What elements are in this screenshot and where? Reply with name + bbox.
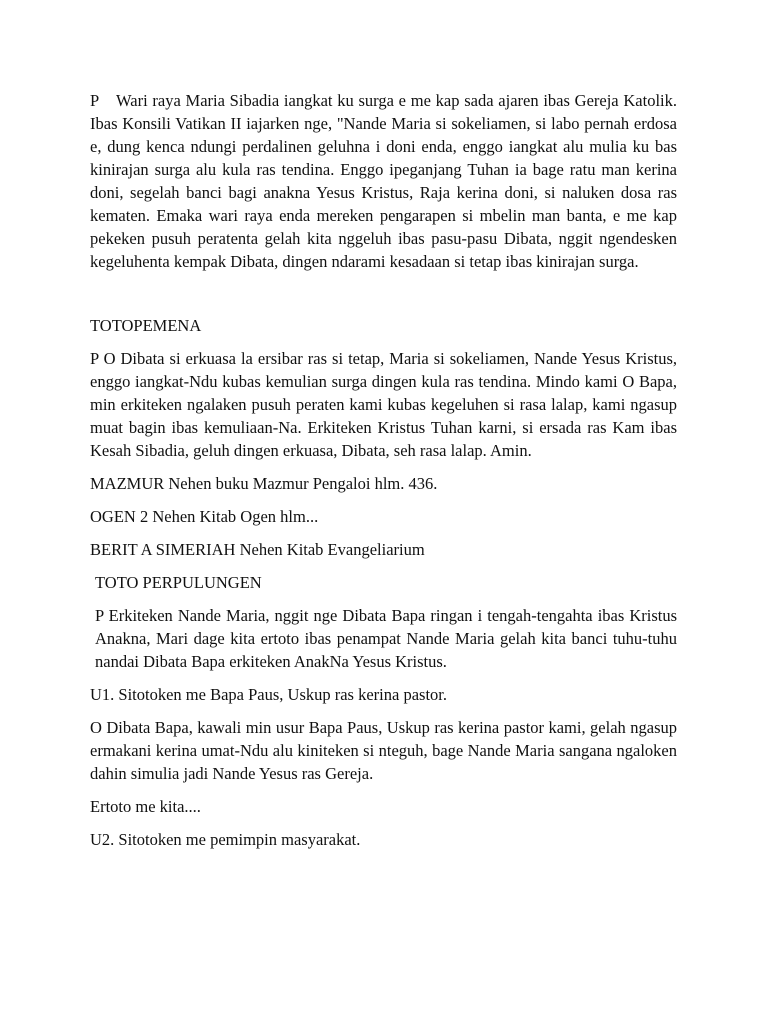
ertoto-line: Ertoto me kita.... [90, 797, 201, 816]
u1-heading: U1. Sitotoken me Bapa Paus, Uskup ras kerina pastor. [90, 685, 447, 704]
ogen-line: OGEN 2 Nehen Kitab Ogen hlm... [90, 507, 319, 526]
mazmur-line: MAZMUR Nehen buku Mazmur Pengaloi hlm. 436. [90, 474, 438, 493]
document-page [90, 89, 677, 861]
section-gap [90, 283, 677, 314]
intro-text: Wari raya Maria Sibadia iangkat ku surga e me kap sada ajaren ibas Gereja Katolik. Ibas Konsili Vatikan II iajarken nge, "Nande Maria si sokeliamen, si labo pernah erdosa e, dung kenca ndungi perdalinen geluhna i doni enda, enggo iangkat alu mulia ku bas kinirajan surga alu kula ras tendina. Enggo ipeganjang Tuhan ia bage ratu man kerina doni, segelah banci bagi anakna Yesus Kristus, Raja kerina doni, si naluken dosa ras kematen. Emaka wari raya enda mereken pengarapen si mbelin man banta, e me kap pekeken pusuh peratenta gelah kita nggeluh ibas pasu-pasu Dibata, nggit ngendesken kegeluhenta kempak Dibata, dingen ndarami kesadaan si tetap ibas kinirajan surga. [90, 91, 677, 271]
u2-heading: U2. Sitotoken me pemimpin masyarakat. [90, 830, 361, 849]
toto-perpulungen-paragraph: P Erkiteken Nande Maria, nggit nge Dibata Bapa ringan i tengah-tengahta ibas Kristus Anakna, Mari dage kita ertoto ibas penampat Nande Maria gelah kita banci tuhu-tuhu nandai Dibata Bapa erkiteken AnakNa Yesus Kristus. [95, 606, 677, 671]
intro-paragraph [90, 89, 677, 273]
totopemena-heading: TOTOPEMENA [90, 316, 202, 335]
toto-perpulungen-heading: TOTO PERPULUNGEN [95, 573, 262, 592]
u1-paragraph: O Dibata Bapa, kawali min usur Bapa Paus, Uskup ras kerina pastor kami, gelah ngasup ermakani kerina umat-Ndu alu kiniteken si nteguh, bage Nande Maria sangana ngaloken dahin simulia jadi Nande Yesus ras Gereja. [90, 718, 677, 783]
intro-marker: P [90, 91, 100, 110]
berita-line: BERIT A SIMERIAH Nehen Kitab Evangeliarium [90, 540, 425, 559]
totopemena-paragraph: P O Dibata si erkuasa la ersibar ras si tetap, Maria si sokeliamen, Nande Yesus Kristus, enggo iangkat-Ndu kubas kemulian surga dingen kula ras tendina. Mindo kami O Bapa, min erkiteken ngalaken pusuh peraten kami kubas kegeluhen si rasa lalap, kami ngasup muat bagin ibas kemuliaan-Na. Erkiteken Kristus Tuhan karni, si ersada ras Kam ibas Kesah Sibadia, geluh dingen erkuasa, Dibata, seh rasa lalap. Amin. [90, 349, 677, 460]
